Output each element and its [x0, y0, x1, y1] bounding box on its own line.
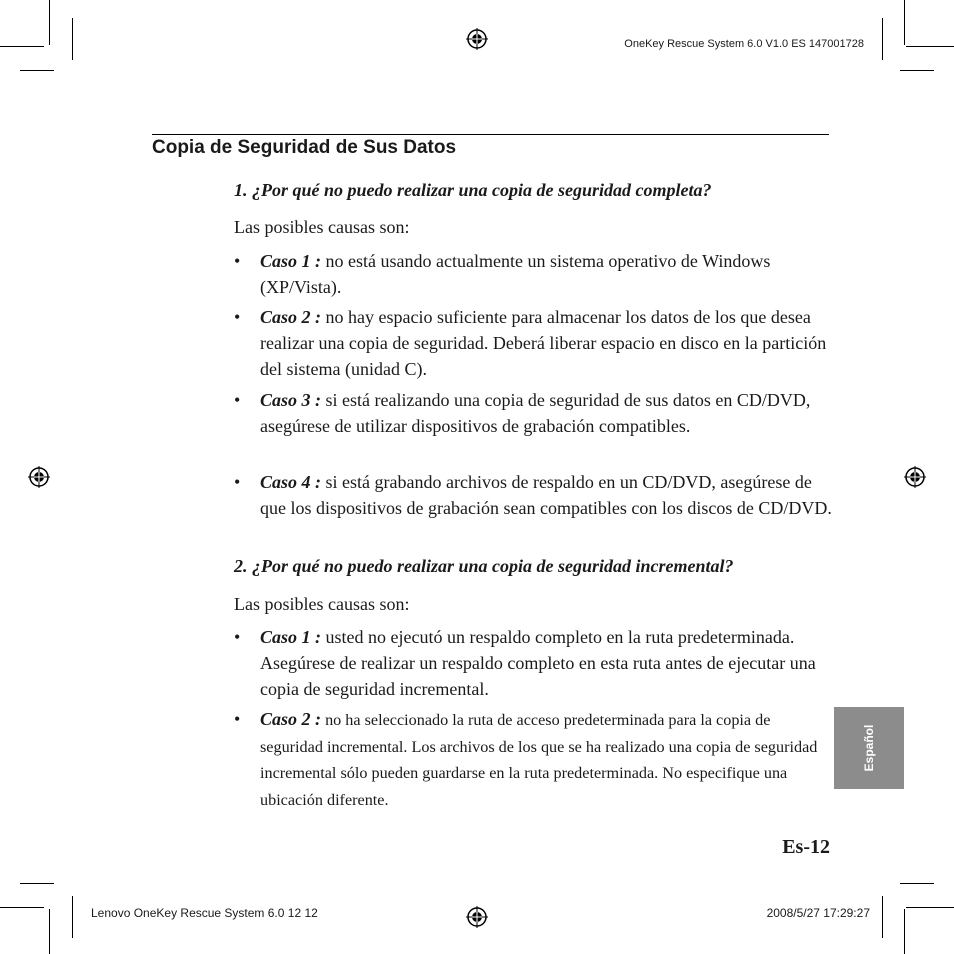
crop-mark [72, 896, 73, 938]
list-item [234, 469, 834, 521]
crop-mark [906, 46, 954, 47]
crop-mark [49, 0, 50, 45]
case-text: usted no ejecutó un respaldo completo en la ruta predeterminada. Asegúrese de realizar un respaldo completo en esta ruta antes de ejecutar una copia de seguridad incremental. [260, 627, 816, 699]
crop-mark [49, 909, 50, 954]
registration-mark-icon [28, 466, 50, 488]
case-text: si está realizando una copia de seguridad de sus datos en CD/DVD, asegúrese de utilizar dispositivos de grabación compatibles. [260, 390, 811, 436]
case-text: no hay espacio suficiente para almacenar los datos de los que desea realizar una copia de seguridad. Deberá liberar espacio en disco en la partición del sistema (unidad C). [260, 307, 827, 379]
crop-mark [900, 70, 934, 71]
crop-mark [0, 907, 44, 908]
bullet: • [234, 472, 241, 492]
registration-mark-icon [466, 28, 488, 50]
list-item [234, 304, 834, 382]
bullet: • [234, 307, 241, 327]
section-rule [152, 134, 829, 135]
question-1: 1. ¿Por qué no puedo realizar una copia de seguridad completa? [234, 180, 712, 200]
section-title: Copia de Seguridad de Sus Datos [152, 137, 457, 158]
q2-intro: Las posibles causas son: [234, 594, 410, 614]
crop-mark [0, 46, 44, 47]
registration-mark-icon [466, 906, 488, 928]
document-code: OneKey Rescue System 6.0 V1.0 ES 147001728 [624, 38, 864, 50]
case-label: Caso 4 : [260, 472, 322, 492]
crop-mark [20, 70, 54, 71]
case-label: Caso 2 : [260, 709, 322, 729]
crop-mark [20, 883, 54, 884]
case-label: Caso 1 : [260, 251, 322, 271]
case-label: Caso 3 : [260, 390, 322, 410]
case-label: Caso 2 : [260, 307, 322, 327]
question-2: 2. ¿Por qué no puedo realizar una copia de seguridad incremental? [234, 556, 734, 576]
crop-mark [882, 896, 883, 938]
bullet: • [234, 627, 241, 647]
crop-mark [72, 18, 73, 60]
bullet: • [234, 709, 241, 729]
list-item [234, 248, 834, 300]
language-tab-label: Español [862, 724, 876, 772]
crop-mark [906, 907, 954, 908]
q1-intro: Las posibles causas son: [234, 217, 410, 237]
crop-mark [904, 0, 905, 45]
bullet: • [234, 251, 241, 271]
case-text: si está grabando archivos de respaldo en un CD/DVD, asegúrese de que los dispositivos de grabación sean compatibles con los discos de CD/DVD. [260, 472, 832, 518]
case-label: Caso 1 : [260, 627, 322, 647]
list-item [234, 624, 834, 702]
footer-file-info: Lenovo OneKey Rescue System 6.0 12 12 [91, 906, 318, 920]
footer-timestamp: 2008/5/27 17:29:27 [766, 906, 870, 920]
case-text: no está usando actualmente un sistema operativo de Windows (XP/Vista). [260, 251, 771, 297]
bullet: • [234, 390, 241, 410]
language-tab [834, 707, 904, 789]
list-item [234, 387, 834, 439]
crop-mark [882, 18, 883, 60]
list-item [234, 706, 834, 813]
case-text: no ha seleccionado la ruta de acceso predeterminada para la copia de seguridad incremental. Los archivos de los que se ha realizado una copia de seguridad incremental sólo pueden guardarse en la ruta predeterminada. No especifique una ubicación diferente. [260, 711, 818, 809]
page-number: Es-12 [782, 836, 830, 858]
registration-mark-icon [904, 466, 926, 488]
crop-mark [900, 883, 934, 884]
crop-mark [904, 909, 905, 954]
